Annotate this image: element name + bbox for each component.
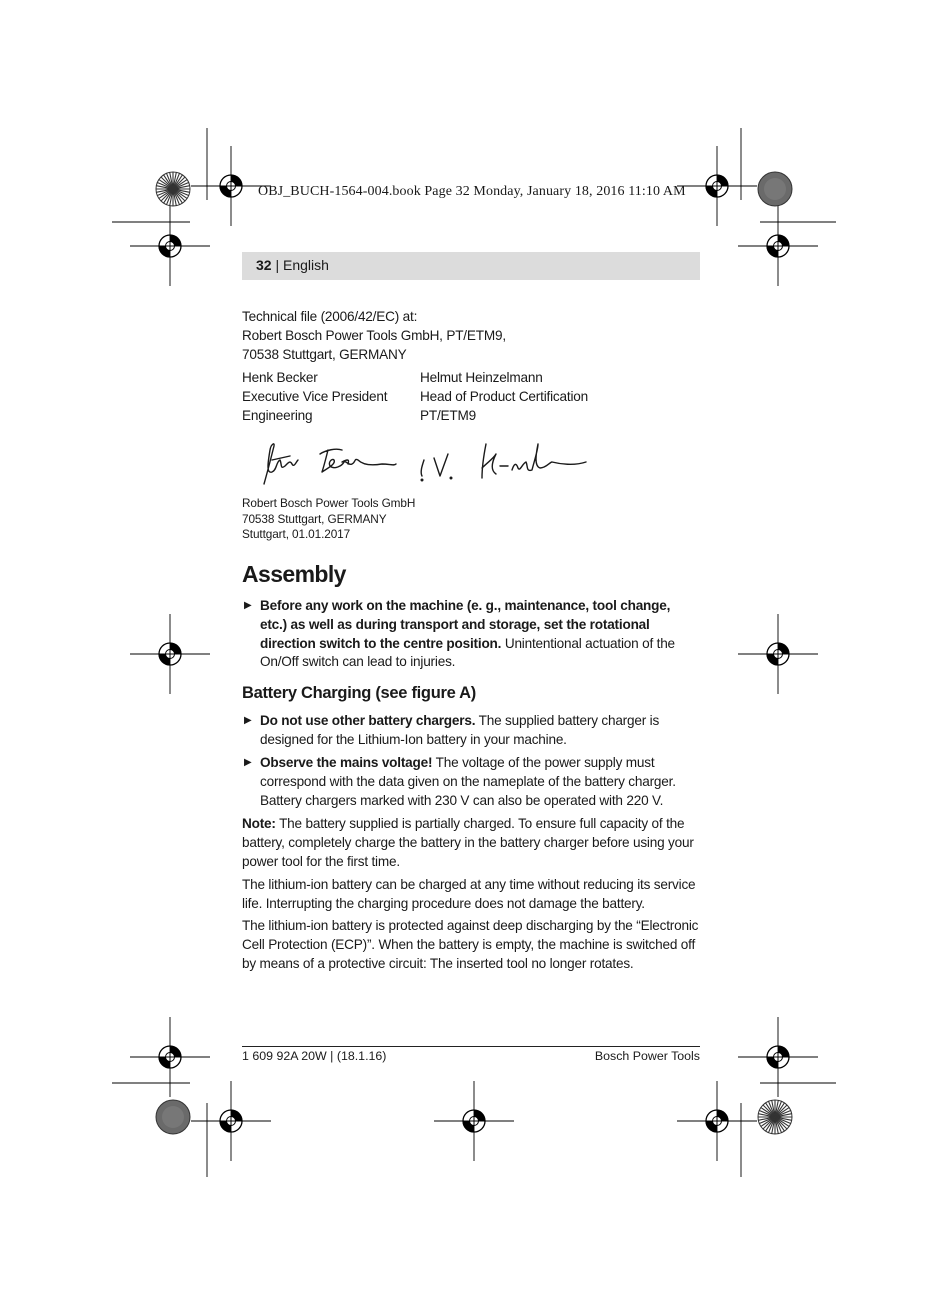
registration-mark-icon [738, 1017, 818, 1097]
bullet-bold-text: Before any work on the machine (e. g., maintenance, tool change, etc.) as well as during transport and storage, set the rotational direction switch to the centre position. [260, 598, 671, 651]
signatory-name: Henk Becker [242, 370, 318, 385]
signatory-title: PT/ETM9 [420, 407, 477, 423]
gray-target-icon [156, 1100, 190, 1134]
bullet-triangle-icon: ▶ [244, 600, 252, 611]
battery-charging-heading: Battery Charging (see figure A) [242, 684, 476, 702]
bullet-text: Unintentional actuation of the On/Off switch can lead to injuries. [260, 635, 675, 670]
gray-target-icon [758, 172, 792, 206]
signatory-name: Helmut Heinzelmann [420, 370, 543, 385]
signatory-title: Executive Vice President [242, 388, 388, 404]
note-paragraph [242, 815, 700, 871]
note-label: Note: [242, 816, 276, 831]
registration-mark-icon [191, 1081, 271, 1161]
signatory-right [420, 369, 680, 425]
technical-file-line: Robert Bosch Power Tools GmbH, PT/ETM9, [242, 327, 506, 343]
bullet-bold-text: Observe the mains voltage! [260, 755, 433, 770]
bullet-text: The supplied battery charger is designed for the Lithium-Ion battery in your machine. [260, 713, 660, 747]
registration-mark-icon [130, 614, 210, 694]
company-block [242, 496, 542, 543]
signatory-left [242, 369, 417, 425]
registration-mark-icon [434, 1081, 514, 1161]
note-text: The battery supplied is partially charged. To ensure full capacity of the battery, completely charge the battery in the battery charger before using your power tool for the first time. [242, 816, 694, 869]
page-number: 32 [256, 257, 272, 273]
registration-mark-icon [738, 206, 818, 286]
registration-mark-icon [677, 146, 757, 226]
technical-file-block [242, 308, 702, 364]
page-header [256, 257, 329, 273]
body-paragraph: The lithium-ion battery is protected against deep discharging by the “Electronic Cell Protection (ECP)”. When the battery is empty, the machine is switched off by means of a protective circuit: The inserted tool no longer rotates. [242, 918, 699, 971]
company-line: Stuttgart, 01.01.2017 [242, 527, 351, 542]
technical-file-line: 70538 Stuttgart, GERMANY [242, 346, 407, 362]
battery-bullet [242, 712, 700, 750]
technical-file-line: Technical file (2006/42/EC) at: [242, 309, 418, 324]
registration-mark-icon [130, 206, 210, 286]
starburst-target-icon [156, 172, 190, 206]
slug-line: OBJ_BUCH-1564-004.book Page 32 Monday, January 18, 2016 11:10 AM [258, 184, 686, 199]
footer-rule [242, 1046, 700, 1047]
bullet-triangle-icon: ▶ [244, 715, 252, 726]
bullet-text: The voltage of the power supply must correspond with the data given on the nameplate of the battery charger. Battery chargers marked with 230 V can also be operated with 220 V. [260, 755, 676, 808]
company-line: Robert Bosch Power Tools GmbH [242, 496, 416, 510]
assembly-heading: Assembly [242, 561, 346, 587]
company-line: 70538 Stuttgart, GERMANY [242, 511, 387, 526]
signature-right-graphic [421, 444, 586, 481]
battery-bullet [242, 754, 700, 810]
body-paragraph: The lithium-ion battery can be charged at any time without reducing its service life. Interrupting the charging procedure does not damage the battery. [242, 877, 696, 911]
registration-mark-icon [677, 1081, 757, 1161]
signatory-title: Head of Product Certification [420, 388, 588, 404]
starburst-target-icon [758, 1100, 792, 1134]
handwritten-signatures [250, 440, 595, 490]
signature-left-graphic [264, 444, 396, 484]
registration-mark-icon [738, 614, 818, 694]
bullet-triangle-icon: ▶ [244, 757, 252, 768]
footer-right: Bosch Power Tools [594, 1049, 700, 1063]
page-header-bar [242, 252, 700, 280]
footer-left: 1 609 92A 20W | (18.1.16) [242, 1049, 387, 1063]
signatory-title: Engineering [242, 407, 313, 423]
registration-mark-icon [130, 1017, 210, 1097]
header-language: English [283, 257, 329, 273]
header-separator: | [271, 257, 283, 273]
assembly-bullet [242, 597, 700, 672]
bullet-bold-text: Do not use other battery chargers. [260, 713, 476, 728]
